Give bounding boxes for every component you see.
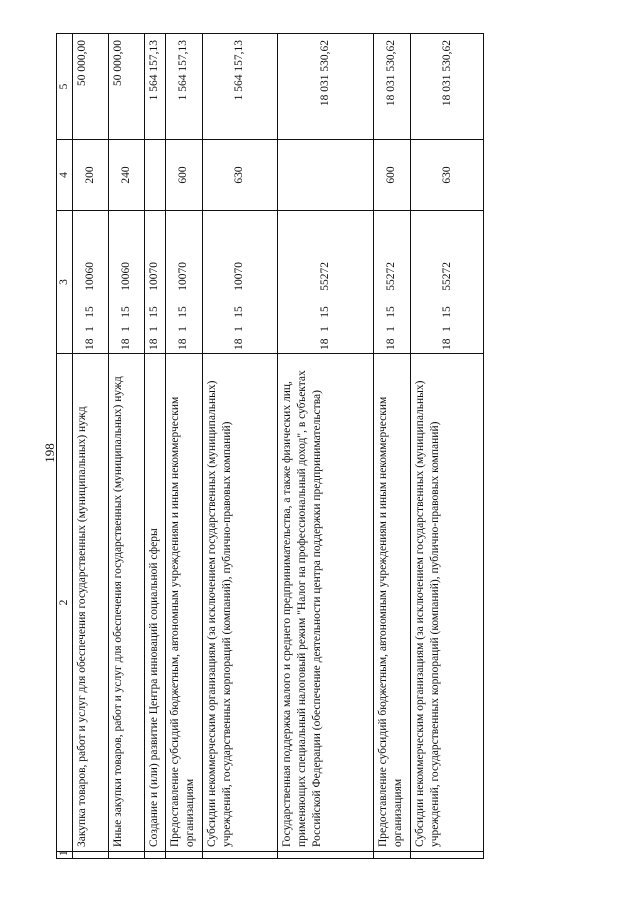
- row-description: Иные закупки товаров, работ и услуг для обеспечения государственных (муниципальных) нужд: [109, 354, 144, 852]
- code-main-event: 15: [233, 306, 246, 318]
- row-amount: 50 000,00: [109, 34, 144, 140]
- table-row: [165, 34, 202, 859]
- code-direction: 55272: [318, 262, 331, 291]
- header-col-2: 2: [57, 354, 73, 852]
- row-code: [109, 211, 144, 354]
- code-program: 18: [318, 338, 331, 350]
- budget-table: [56, 33, 484, 859]
- row-description: Предоставление субсидий бюджетным, автономным учреждениям и иным некоммерческим организациям: [165, 354, 202, 852]
- row-code: [203, 211, 278, 354]
- row-expense-type: 630: [411, 140, 484, 211]
- code-program: 18: [177, 338, 190, 350]
- row-expense-type: 600: [165, 140, 202, 211]
- row-amount: 18 031 530,62: [411, 34, 484, 140]
- row-amount: 1 564 157,13: [203, 34, 278, 140]
- row-description: Закупка товаров, работ и услуг для обеспечения государственных (муниципальных) нужд: [73, 354, 109, 852]
- row-code: [165, 211, 202, 354]
- code-direction: 10070: [148, 262, 161, 291]
- code-main-event: 15: [148, 306, 161, 318]
- row-expense-type: 240: [109, 140, 144, 211]
- code-program: 18: [440, 338, 453, 350]
- row-spacer: [165, 852, 202, 859]
- row-amount: 1 564 157,13: [144, 34, 165, 140]
- row-amount: 1 564 157,13: [165, 34, 202, 140]
- row-expense-type: [277, 140, 373, 211]
- code-subprogram: 1: [440, 326, 453, 332]
- code-program: 18: [84, 338, 97, 350]
- table-row: [277, 34, 373, 859]
- table-row: [73, 34, 109, 859]
- code-main-event: 15: [385, 306, 398, 318]
- row-spacer: [144, 852, 165, 859]
- code-program: 18: [385, 338, 398, 350]
- table-row: [144, 34, 165, 859]
- row-spacer: [411, 852, 484, 859]
- row-code: [373, 211, 410, 354]
- header-col-4: 4: [57, 140, 73, 211]
- code-main-event: 15: [177, 306, 190, 318]
- table-row: [109, 34, 144, 859]
- row-code: [144, 211, 165, 354]
- row-amount: 18 031 530,62: [277, 34, 373, 140]
- row-spacer: [373, 852, 410, 859]
- row-amount: 50 000,00: [73, 34, 109, 140]
- row-description: Государственная поддержка малого и среднего предпринимательства, а также физических лиц, применяющих специальный налоговый режим "Налог на профессиональный доход", в субъектах Российской Федерации (обеспечение деятельности центра поддержки предпринимательства): [277, 354, 373, 852]
- code-direction: 55272: [385, 262, 398, 291]
- table-row: [373, 34, 410, 859]
- code-main-event: 15: [84, 306, 97, 318]
- code-main-event: 15: [120, 306, 133, 318]
- header-row: [57, 34, 73, 859]
- code-subprogram: 1: [318, 326, 331, 332]
- code-direction: 10070: [177, 262, 190, 291]
- code-direction: 10060: [84, 262, 97, 291]
- row-spacer: [109, 852, 144, 859]
- row-description: Субсидии некоммерческим организациям (за исключением государственных (муниципальных) учреждений, государственных корпораций (компаний), публично-правовых компаний): [411, 354, 484, 852]
- row-spacer: [203, 852, 278, 859]
- code-subprogram: 1: [148, 326, 161, 332]
- code-subprogram: 1: [233, 326, 246, 332]
- code-program: 18: [120, 338, 133, 350]
- row-expense-type: 630: [203, 140, 278, 211]
- row-description: Субсидии некоммерческим организациям (за исключением государственных (муниципальных) учреждений, государственных корпораций (компаний), публично-правовых компаний): [203, 354, 278, 852]
- header-col-1: 1: [57, 852, 73, 859]
- row-amount: 18 031 530,62: [373, 34, 410, 140]
- row-description: Предоставление субсидий бюджетным, автономным учреждениям и иным некоммерческим организациям: [373, 354, 410, 852]
- code-subprogram: 1: [84, 326, 97, 332]
- code-program: 18: [148, 338, 161, 350]
- page-number: 198: [42, 443, 57, 463]
- rotated-table-container: [56, 34, 484, 859]
- row-description: Создание и (или) развитие Центра инноваций социальной сферы: [144, 354, 165, 852]
- code-program: 18: [233, 338, 246, 350]
- code-direction: 10060: [120, 262, 133, 291]
- table-row: [411, 34, 484, 859]
- row-expense-type: [144, 140, 165, 211]
- row-spacer: [73, 852, 109, 859]
- code-main-event: 15: [440, 306, 453, 318]
- row-code: [411, 211, 484, 354]
- code-subprogram: 1: [177, 326, 190, 332]
- code-subprogram: 1: [385, 326, 398, 332]
- row-code: [73, 211, 109, 354]
- code-direction: 10070: [233, 262, 246, 291]
- code-direction: 55272: [440, 262, 453, 291]
- code-main-event: 15: [318, 306, 331, 318]
- code-subprogram: 1: [120, 326, 133, 332]
- row-code: [277, 211, 373, 354]
- row-expense-type: 600: [373, 140, 410, 211]
- header-col-5: 5: [57, 34, 73, 140]
- table-row: [203, 34, 278, 859]
- row-expense-type: 200: [73, 140, 109, 211]
- row-spacer: [277, 852, 373, 859]
- header-col-3: 3: [57, 211, 73, 354]
